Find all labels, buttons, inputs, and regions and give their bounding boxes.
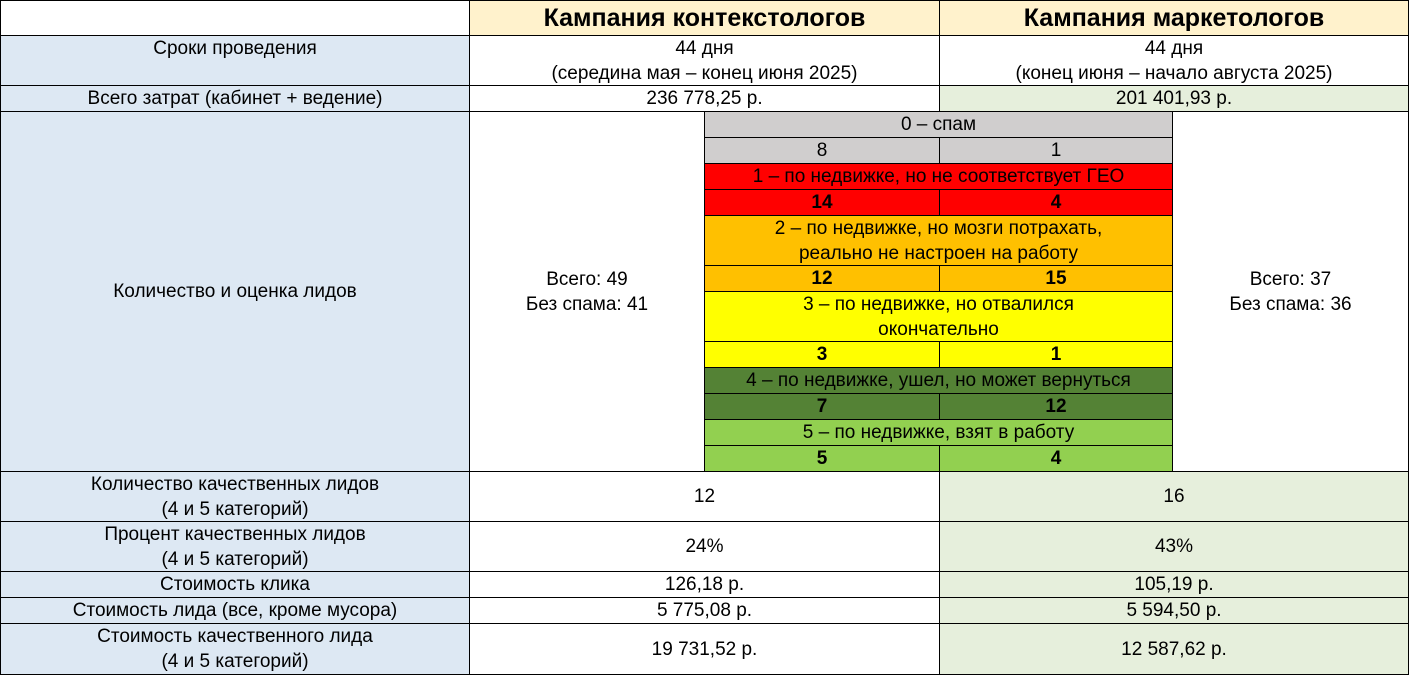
category-2-title: 2 – по недвижке, но мозги потрахать, реально не настроен на работу	[705, 216, 1173, 266]
quality-percent-mkt: 43%	[940, 522, 1409, 572]
category-1-ctx: 14	[705, 190, 940, 216]
category-5-mkt: 4	[940, 446, 1173, 472]
lead-cost-ctx: 5 775,08 р.	[470, 598, 940, 624]
category-4-ctx: 7	[705, 394, 940, 420]
lead-cost-mkt: 5 594,50 р.	[940, 598, 1409, 624]
quality-count-mkt: 16	[940, 472, 1409, 522]
category-0-title: 0 – спам	[705, 112, 1173, 138]
category-5-title: 5 – по недвижке, взят в работу	[705, 420, 1173, 446]
category-0-mkt: 1	[940, 138, 1173, 164]
category-3-ctx: 3	[705, 342, 940, 368]
category-3-title: 3 – по недвижке, но отвалился окончательно	[705, 292, 1173, 342]
row-label-quality-count: Количество качественных лидов (4 и 5 категорий)	[0, 472, 470, 522]
row-label-quality-percent: Процент качественных лидов (4 и 5 категорий)	[0, 522, 470, 572]
total-cost-ctx: 236 778,25 р.	[470, 86, 940, 112]
row-label-leads: Количество и оценка лидов	[0, 112, 470, 472]
category-0-ctx: 8	[705, 138, 940, 164]
category-1-mkt: 4	[940, 190, 1173, 216]
header-contextologists: Кампания контекстологов	[470, 0, 940, 36]
category-2-mkt: 15	[940, 266, 1173, 292]
header-marketers: Кампания маркетологов	[940, 0, 1409, 36]
duration-ctx: 44 дня (середина мая – конец июня 2025)	[470, 36, 940, 86]
category-4-mkt: 12	[940, 394, 1173, 420]
category-1-title: 1 – по недвижке, но не соответствует ГЕО	[705, 164, 1173, 190]
category-5-ctx: 5	[705, 446, 940, 472]
leads-summary-mkt: Всего: 37 Без спама: 36	[1173, 112, 1409, 472]
quality-count-ctx: 12	[470, 472, 940, 522]
row-label-click-cost: Стоимость клика	[0, 572, 470, 598]
duration-mkt: 44 дня (конец июня – начало августа 2025)	[940, 36, 1409, 86]
total-cost-mkt: 201 401,93 р.	[940, 86, 1409, 112]
row-label-lead-cost: Стоимость лида (все, кроме мусора)	[0, 598, 470, 624]
leads-summary-ctx: Всего: 49 Без спама: 41	[470, 112, 705, 472]
category-4-title: 4 – по недвижке, ушел, но может вернуться	[705, 368, 1173, 394]
quality-lead-cost-ctx: 19 731,52 р.	[470, 624, 940, 675]
click-cost-mkt: 105,19 р.	[940, 572, 1409, 598]
category-2-ctx: 12	[705, 266, 940, 292]
header-corner-cell	[0, 0, 470, 36]
quality-percent-ctx: 24%	[470, 522, 940, 572]
row-label-duration: Сроки проведения	[0, 36, 470, 86]
category-3-mkt: 1	[940, 342, 1173, 368]
quality-lead-cost-mkt: 12 587,62 р.	[940, 624, 1409, 675]
row-label-quality-lead-cost: Стоимость качественного лида (4 и 5 категорий)	[0, 624, 470, 675]
row-label-total-cost: Всего затрат (кабинет + ведение)	[0, 86, 470, 112]
click-cost-ctx: 126,18 р.	[470, 572, 940, 598]
